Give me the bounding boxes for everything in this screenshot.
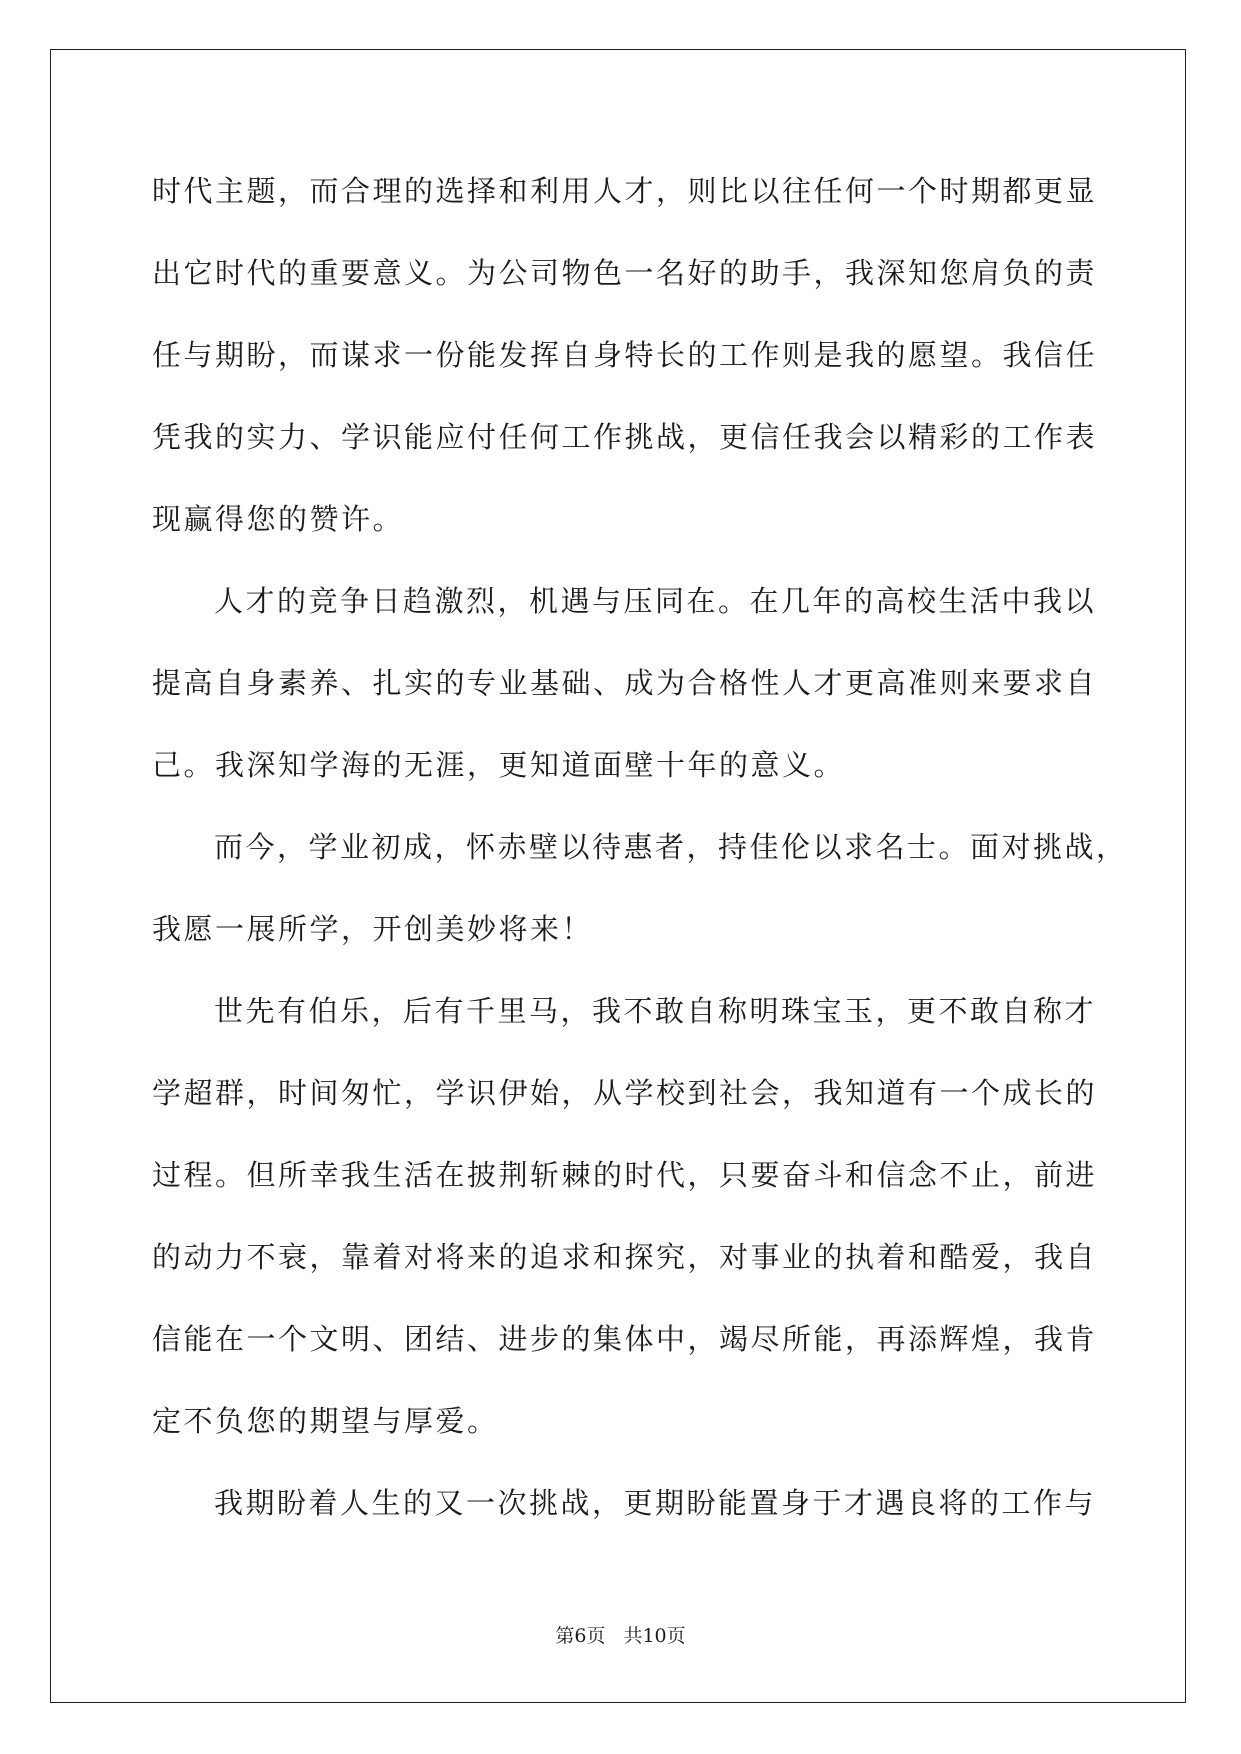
text-line: 学超群，时间匆忙，学识伊始，从学校到社会，我知道有一个成长的 [152,1076,1098,1110]
text-line: 我期盼着人生的又一次挑战，更期盼能置身于才遇良将的工作与 [214,1486,1097,1520]
text-line: 我愿一展所学，开创美妙将来！ [152,912,594,946]
page-number-total: 共10页 [623,1625,686,1647]
text-line: 人才的竞争日趋激烈，机遇与压同在。在几年的高校生活中我以 [214,584,1097,618]
text-line: 过程。但所幸我生活在披荆斩棘的时代，只要奋斗和信念不止，前进 [152,1158,1098,1192]
text-line: 凭我的实力、学识能应付任何工作挑战，更信任我会以精彩的工作表 [152,420,1098,454]
text-line: 提高自身素养、扎实的专业基础、成为合格性人才更高准则来要求自 [152,666,1098,700]
text-line: 信能在一个文明、团结、进步的集体中，竭尽所能，再添辉煌，我肯 [152,1322,1098,1356]
page-footer [0,1621,1241,1648]
text-line: 定不负您的期望与厚爱。 [152,1404,499,1438]
page-number-current: 第6页 [555,1625,606,1647]
text-line: 而今，学业初成，怀赤壁以待惠者，持佳伦以求名士。面对挑战， [214,830,1128,864]
document-body [152,166,1128,1560]
text-line: 己。我深知学海的无涯，更知道面壁十年的意义。 [152,748,846,782]
text-line: 世先有伯乐，后有千里马，我不敢自称明珠宝玉，更不敢自称才 [214,994,1097,1028]
text-line: 的动力不衰，靠着对将来的追求和探究，对事业的执着和酷爱，我自 [152,1240,1098,1274]
text-line: 现赢得您的赞许。 [152,502,405,536]
text-line: 任与期盼，而谋求一份能发挥自身特长的工作则是我的愿望。我信任 [152,338,1098,372]
text-line: 时代主题，而合理的选择和利用人才，则比以往任何一个时期都更显 [152,174,1098,208]
text-line: 出它时代的重要意义。为公司物色一名好的助手，我深知您肩负的责 [152,256,1098,290]
